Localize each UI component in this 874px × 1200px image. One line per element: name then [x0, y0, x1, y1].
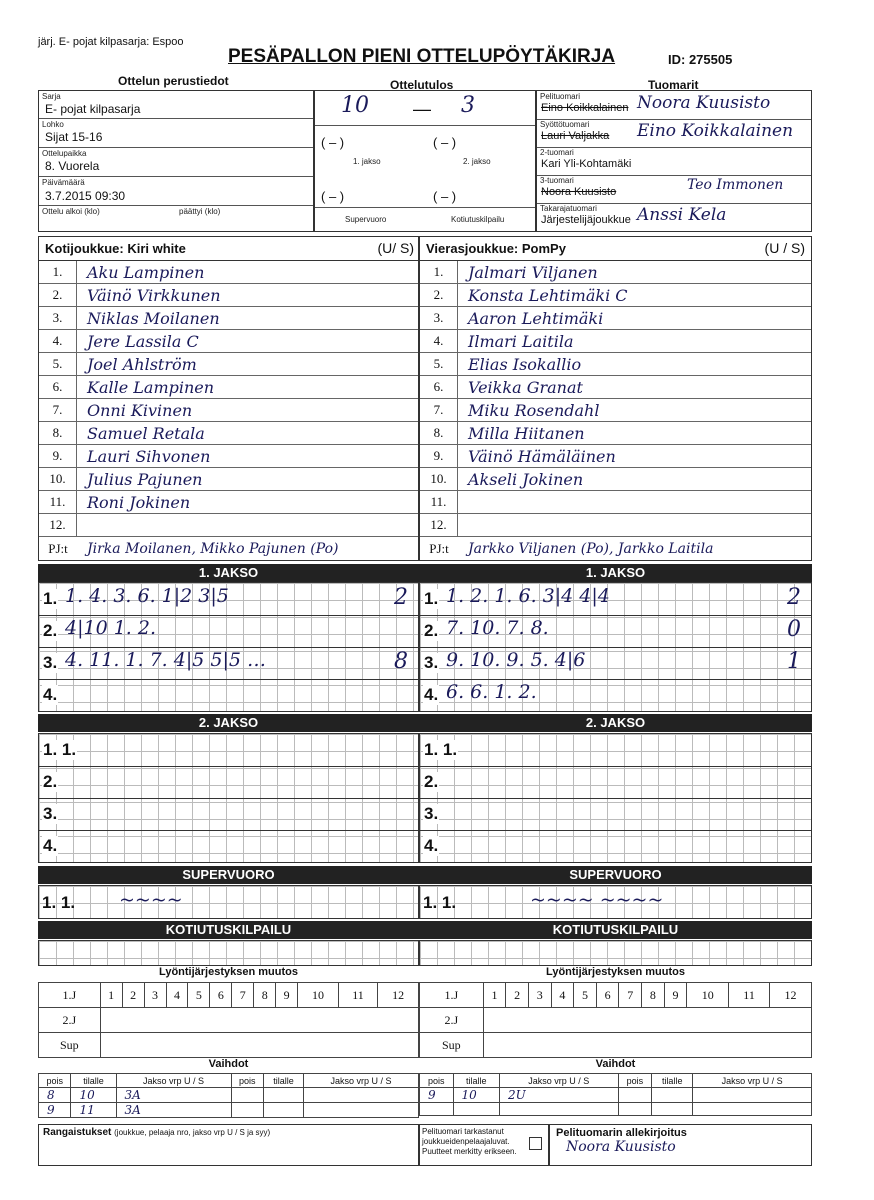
away-subs-table [419, 1073, 812, 1116]
subs-col-header: pois [420, 1074, 454, 1088]
subs-cell: 10 [71, 1088, 116, 1103]
order-col-header: 6 [596, 983, 619, 1008]
away-kot-grid [419, 940, 812, 966]
subs-cell: 9 [420, 1088, 454, 1103]
player-number: 4. [420, 330, 458, 352]
player-number: 7. [39, 399, 77, 421]
subs-cell [231, 1103, 263, 1118]
home-sup-row: 1. 1. [42, 893, 76, 912]
referee-printed-name: Noora Kuusisto [541, 186, 617, 198]
order-cell[interactable] [100, 1033, 418, 1058]
player-number: 8. [39, 422, 77, 444]
order-cell[interactable] [100, 1008, 418, 1033]
player-number: 6. [39, 376, 77, 398]
player-name: Samuel Retala [87, 423, 205, 443]
order-col-header: 1.J [39, 983, 101, 1008]
player-name: Jere Lassila C [87, 331, 199, 351]
order-col-header: 3 [528, 983, 551, 1008]
player-name: Ilmari Laitila [468, 331, 574, 351]
end-time-label: päättyi (klo) [179, 207, 221, 216]
order-row-header: 2.J [39, 1008, 101, 1033]
player-row [420, 376, 811, 399]
basic-info-box [38, 90, 314, 232]
subs-col-header: pois [39, 1074, 71, 1088]
player-number: 12. [420, 514, 458, 536]
away-p1-bar: 1. JAKSO [419, 564, 812, 582]
away-us-mark: (U / S) [764, 240, 805, 256]
subs-col-header: tilalle [652, 1074, 693, 1088]
penalties-label: Rangaistukset [43, 1127, 112, 1138]
order-row-header: 2.J [420, 1008, 484, 1033]
order-col-header: 9 [276, 983, 298, 1008]
inning-entry: 1. 2. 1. 6. 3|4 4|4 [446, 585, 610, 607]
subs-cell: 3A [116, 1088, 231, 1103]
subs-cell [652, 1103, 693, 1116]
inning-entry: 4. 11. 1. 7. 4|5 5|5 … [65, 649, 266, 671]
order-col-header: 5 [188, 983, 210, 1008]
inning-row-label: 4. [43, 836, 58, 855]
subs-cell [499, 1103, 618, 1116]
player-row [420, 399, 811, 422]
check-line-2: joukkueidenpelaajaluvat. [422, 1137, 510, 1146]
subs-col-header: Jakso vrp U / S [303, 1074, 418, 1088]
player-number: 9. [420, 445, 458, 467]
player-row [39, 422, 418, 445]
player-row [39, 284, 418, 307]
order-cell[interactable] [483, 1033, 811, 1058]
player-row [39, 514, 418, 537]
subs-cell: 3A [116, 1103, 231, 1118]
player-name: Jalmari Viljanen [468, 262, 598, 282]
inning-score: 2 [394, 585, 408, 610]
player-name: Niklas Moilanen [87, 308, 220, 328]
section-result-title: Ottelutulos [390, 78, 454, 92]
player-number: 10. [39, 468, 77, 490]
player-row [39, 261, 418, 284]
inning-row-label: 2. [424, 772, 439, 791]
home-subs-title: Vaihdot [208, 1058, 249, 1070]
p1-label: 1. jakso [353, 157, 381, 166]
player-row [39, 468, 418, 491]
section-basic-title: Ottelun perustiedot [118, 74, 229, 88]
series-value: E- pojat kilpasarja [45, 102, 141, 116]
subs-cell [652, 1088, 693, 1103]
home-p2-grid [38, 733, 419, 863]
away-score: 3 [461, 93, 475, 118]
player-row [420, 307, 811, 330]
order-col-header: 2 [506, 983, 529, 1008]
away-subs-title: Vaihdot [595, 1058, 636, 1070]
order-col-header: 1 [100, 983, 122, 1008]
signature-handwriting: Noora Kuusisto [566, 1139, 676, 1155]
away-pj: Jarkko Viljanen (Po), Jarkko Laitila [468, 540, 714, 557]
player-number: 3. [420, 307, 458, 329]
player-number: 2. [39, 284, 77, 306]
document-id: ID: 275505 [668, 52, 733, 67]
away-kot-bar: KOTIUTUSKILPAILU [419, 921, 812, 939]
inning-score: 8 [394, 649, 408, 674]
order-col-header: 12 [378, 983, 419, 1008]
inning-row-label: 3. [424, 653, 439, 672]
player-number: 6. [420, 376, 458, 398]
order-col-header: 11 [338, 983, 377, 1008]
penalties-note: (joukkue, pelaaja nro, jakso vrp U / S ja syy) [114, 1128, 271, 1137]
inning-row-label: 2. [43, 621, 58, 640]
order-col-header: 3 [144, 983, 166, 1008]
player-row [420, 468, 811, 491]
referee-role-label: Takarajatuomari [540, 204, 597, 213]
player-number: 10. [420, 468, 458, 490]
away-p1-grid [419, 582, 812, 712]
order-col-header: 1 [483, 983, 506, 1008]
inning-entry: 7. 10. 7. 8. [446, 617, 549, 639]
referee-handwritten-name: Anssi Kela [637, 205, 727, 225]
player-row [420, 491, 811, 514]
away-order-title: Lyöntijärjestyksen muutos [546, 966, 685, 978]
page-title: PESÄPALLON PIENI OTTELUPÖYTÄKIRJA [228, 46, 616, 67]
section-referees-title: Tuomarit [648, 78, 699, 92]
player-row [39, 445, 418, 468]
away-pj-label: PJ:t [429, 540, 449, 556]
player-row [39, 399, 418, 422]
player-name: Veikka Granat [468, 377, 583, 397]
order-col-header: 7 [232, 983, 254, 1008]
referee-handwritten-name: Teo Immonen [687, 177, 784, 193]
home-subs-table [38, 1073, 419, 1118]
order-row-header: Sup [420, 1033, 484, 1058]
order-col-header: 10 [687, 983, 729, 1008]
inning-row-label: 1. [424, 589, 439, 608]
referee-role-label: 3-tuomari [540, 176, 574, 185]
order-col-header: 5 [574, 983, 597, 1008]
subs-cell [264, 1103, 304, 1118]
inning-row-label: 3. [43, 804, 58, 823]
player-name: Akseli Jokinen [468, 469, 584, 489]
away-sup-bar: SUPERVUORO [419, 866, 812, 884]
signature-box [549, 1124, 812, 1166]
date-value: 3.7.2015 09:30 [45, 189, 126, 203]
referee-role-label: Pelituomari [540, 92, 581, 101]
start-time-label: Ottelu alkoi (klo) [42, 207, 100, 216]
inning-row-label: 1. 1. [43, 740, 77, 759]
order-cell[interactable] [483, 1008, 811, 1033]
referee-handwritten-name: Noora Kuusisto [637, 93, 771, 113]
subs-col-header: Jakso vrp U / S [116, 1074, 231, 1088]
date-label: Päivämäärä [42, 178, 85, 187]
player-number: 9. [39, 445, 77, 467]
inning-row-label: 3. [424, 804, 439, 823]
order-col-header: 4 [551, 983, 574, 1008]
inning-entry: 4|10 1. 2. [65, 617, 157, 639]
player-name: Milla Hiitanen [468, 423, 585, 443]
player-name: Väinö Hämäläinen [468, 446, 616, 466]
inning-row-label: 1. [43, 589, 58, 608]
check-line-3: Puutteet merkitty erikseen. [422, 1147, 517, 1156]
check-box [419, 1124, 549, 1166]
subs-cell [693, 1103, 812, 1116]
away-sup-row: 1. 1. [423, 893, 457, 912]
referee-role-label: 2-tuomari [540, 148, 574, 157]
player-row [39, 376, 418, 399]
subs-cell [618, 1103, 652, 1116]
group-value: Sijat 15-16 [45, 130, 103, 144]
subs-cell: 8 [39, 1088, 71, 1103]
away-order-table [419, 982, 812, 1058]
player-name: Lauri Sihvonen [87, 446, 211, 466]
subs-cell: 10 [453, 1088, 499, 1103]
subs-cell [231, 1088, 263, 1103]
referee-printed-name: Lauri Valjakka [541, 130, 610, 142]
subs-col-header: tilalle [453, 1074, 499, 1088]
subs-cell [420, 1103, 454, 1116]
player-number: 11. [39, 491, 77, 513]
player-row [420, 261, 811, 284]
home-pj: Jirka Moilanen, Mikko Pajunen (Po) [87, 540, 339, 557]
player-number: 4. [39, 330, 77, 352]
player-number: 3. [39, 307, 77, 329]
player-number: 8. [420, 422, 458, 444]
away-sup-grid: 1. 1. ~~~~ ~~~~ [419, 885, 812, 919]
player-name: Julius Pajunen [87, 469, 203, 489]
player-number: 2. [420, 284, 458, 306]
home-pj-label: PJ:t [48, 540, 68, 556]
player-number: 1. [39, 261, 77, 283]
home-roster [38, 236, 419, 561]
subs-cell [303, 1103, 418, 1118]
inning-row-label: 2. [424, 621, 439, 640]
player-row [420, 514, 811, 537]
away-p2-grid [419, 733, 812, 863]
home-kot-bar: KOTIUTUSKILPAILU [38, 921, 419, 939]
p1-score-paren: ( – ) [321, 135, 345, 150]
subs-col-header: Jakso vrp U / S [499, 1074, 618, 1088]
player-row [420, 330, 811, 353]
referee-role-label: Syöttötuomari [540, 120, 590, 129]
subs-cell [264, 1088, 304, 1103]
player-name: Onni Kivinen [87, 400, 193, 420]
referees-box [536, 90, 812, 232]
player-number: 12. [39, 514, 77, 536]
score-dash: — [413, 99, 431, 119]
player-name: Aaron Lehtimäki [468, 308, 604, 328]
order-col-header: 8 [254, 983, 276, 1008]
subs-cell: 11 [71, 1103, 116, 1118]
player-name: Roni Jokinen [87, 492, 191, 512]
order-col-header: 12 [769, 983, 811, 1008]
p2-score-paren: ( – ) [433, 135, 457, 150]
player-name: Elias Isokallio [468, 354, 582, 374]
player-number: 11. [420, 491, 458, 513]
subs-col-header: pois [618, 1074, 652, 1088]
subs-col-header: pois [231, 1074, 263, 1088]
subs-cell [618, 1088, 652, 1103]
penalties-box [38, 1124, 419, 1166]
series-label: Sarja [42, 92, 61, 101]
home-score: 10 [341, 93, 369, 118]
player-row [420, 284, 811, 307]
subs-cell [693, 1088, 812, 1103]
subs-cell [453, 1103, 499, 1116]
inning-row-label: 2. [43, 772, 58, 791]
home-order-table [38, 982, 419, 1058]
subs-cell: 2U [499, 1088, 618, 1103]
home-order-title: Lyöntijärjestyksen muutos [159, 966, 298, 978]
player-row [39, 491, 418, 514]
player-number: 1. [420, 261, 458, 283]
referee-printed-name: Eino Koikkalainen [541, 102, 629, 114]
venue-label: Ottelupaikka [42, 149, 87, 158]
inning-score: 2 [787, 585, 801, 610]
player-name: Kalle Lampinen [87, 377, 215, 397]
player-row [420, 353, 811, 376]
kot-score-paren: ( – ) [433, 189, 457, 204]
order-col-header: 8 [642, 983, 665, 1008]
referee-printed-name: Järjestelijäjoukkue [541, 214, 631, 226]
result-box [314, 90, 536, 232]
home-sup-grid: 1. 1. ~~~~ [38, 885, 419, 919]
p2-label: 2. jakso [463, 157, 491, 166]
subs-col-header: tilalle [71, 1074, 116, 1088]
player-row [420, 422, 811, 445]
subs-col-header: Jakso vrp U / S [693, 1074, 812, 1088]
referee-printed-name: Kari Yli-Kohtamäki [541, 158, 632, 170]
player-row [39, 353, 418, 376]
order-col-header: 11 [729, 983, 770, 1008]
order-col-header: 9 [664, 983, 687, 1008]
check-checkbox[interactable] [529, 1137, 542, 1150]
check-line-1: Pelituomari tarkastanut [422, 1127, 504, 1136]
order-row-header: Sup [39, 1033, 101, 1058]
subs-cell [303, 1088, 418, 1103]
referee-handwritten-name: Eino Koikkalainen [637, 121, 794, 141]
player-row [420, 445, 811, 468]
home-p1-grid [38, 582, 419, 712]
player-name: Joel Ahlström [87, 354, 197, 374]
organizer: järj. E- pojat kilpasarja: Espoo [38, 36, 184, 48]
player-name: Aku Lampinen [87, 262, 205, 282]
player-row [39, 330, 418, 353]
home-us-mark: (U/ S) [377, 240, 414, 256]
order-col-header: 2 [122, 983, 144, 1008]
inning-row-label: 4. [424, 685, 439, 704]
inning-score: 1 [787, 649, 801, 674]
player-name: Konsta Lehtimäki C [468, 285, 628, 305]
signature-label: Pelituomarin allekirjoitus [556, 1127, 687, 1139]
venue-value: 8. Vuorela [45, 159, 100, 173]
inning-entry: 9. 10. 9. 5. 4|6 [446, 649, 586, 671]
home-sup-bar: SUPERVUORO [38, 866, 419, 884]
inning-row-label: 1. 1. [424, 740, 458, 759]
order-col-header: 10 [298, 983, 339, 1008]
order-col-header: 7 [619, 983, 642, 1008]
kot-label: Kotiutuskilpailu [451, 215, 505, 224]
inning-score: 0 [787, 617, 801, 642]
sup-label: Supervuoro [345, 215, 387, 224]
away-team-title: Vierasjoukkue: PomPy [426, 241, 566, 256]
player-name: Väinö Virkkunen [87, 285, 221, 305]
inning-entry: 6. 6. 1. 2. [446, 681, 537, 703]
inning-row-label: 3. [43, 653, 58, 672]
subs-col-header: tilalle [264, 1074, 304, 1088]
home-team-title: Kotijoukkue: Kiri white [45, 241, 186, 256]
player-number: 5. [420, 353, 458, 375]
order-col-header: 6 [210, 983, 232, 1008]
player-number: 7. [420, 399, 458, 421]
home-kot-grid [38, 940, 419, 966]
away-p2-bar: 2. JAKSO [419, 714, 812, 732]
home-p1-bar: 1. JAKSO [38, 564, 419, 582]
group-label: Lohko [42, 120, 64, 129]
inning-row-label: 4. [424, 836, 439, 855]
inning-row-label: 4. [43, 685, 58, 704]
player-name: Miku Rosendahl [468, 400, 600, 420]
home-p2-bar: 2. JAKSO [38, 714, 419, 732]
order-col-header: 1.J [420, 983, 484, 1008]
inning-entry: 1. 4. 3. 6. 1|2 3|5 [65, 585, 229, 607]
sup-score-paren: ( – ) [321, 189, 345, 204]
player-number: 5. [39, 353, 77, 375]
player-row [39, 307, 418, 330]
order-col-header: 4 [166, 983, 188, 1008]
away-roster [419, 236, 812, 561]
subs-cell: 9 [39, 1103, 71, 1118]
